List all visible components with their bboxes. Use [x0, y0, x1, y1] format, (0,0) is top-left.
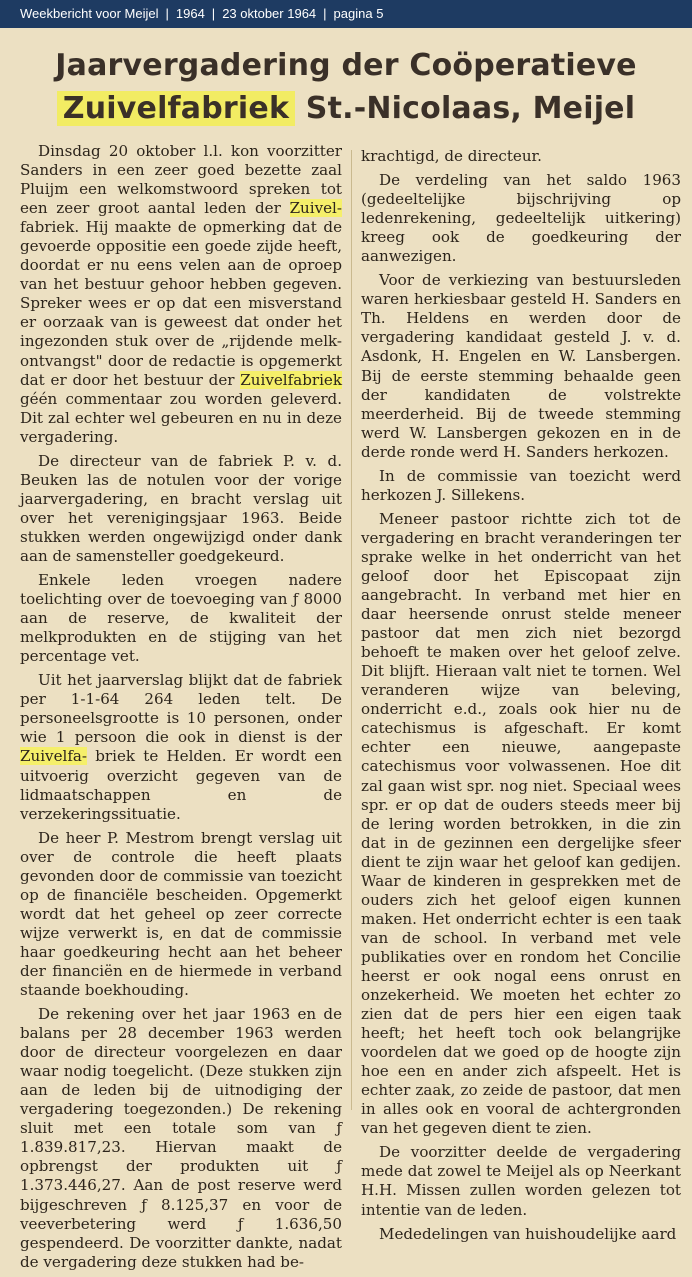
header-separator: | [165, 6, 169, 21]
article-paragraph [20, 829, 342, 1000]
paragraph-text: Enkele leden vroegen nadere toelichting over de toevoeging van ƒ 8000 aan de reserve, de kwaliteit der melkprodukten en de stijging van het percentage vet. [20, 571, 342, 666]
search-term-highlight: Zuivelfa- [20, 747, 88, 766]
article-paragraph [20, 142, 342, 447]
article-paragraph [361, 147, 681, 166]
article-paragraph [20, 671, 342, 823]
article-paragraph [20, 1005, 342, 1272]
publication-year[interactable]: 1964 [175, 6, 205, 21]
paragraph-text: De verdeling van het saldo 1963 (gedeeltelijke bijschrijving op ledenrekening, gedeeltelijk uitkering) kreeg ook de goedkeuring der aanwezigen. [361, 171, 681, 266]
paragraph-text: In de commissie van toezicht werd herkozen J. Sillekens. [361, 466, 681, 504]
article-title-rest: St.-Nicolaas, Meijel [305, 91, 636, 126]
page-number[interactable]: pagina 5 [333, 6, 384, 21]
paragraph-text: Uit het jaarverslag blijkt dat de fabriek per 1-1-64 264 leden telt. De personeelsgrootte is 10 personen, onder wie 1 persoon die ook in dienst is der [20, 671, 342, 747]
paragraph-text: De heer P. Mestrom brengt verslag uit over de controle die heeft plaats gevonden door de commissie van toezicht op de financiële bescheiden. Opgemerkt wordt dat het geheel op zeer correcte wijze verwerkt is, en dat de commissie haar goedkeuring hecht aan het beheer der financiën en de hiermede in verband staande boekhouding. [20, 828, 342, 1000]
paragraph-text: Meneer pastoor richtte zich tot de vergadering en bracht veranderingen ter sprake welke in het onderricht van het geloof door het Episcopaat zijn aangebracht. In verband met hier en daar heersende onrust stelde meneer pastoor dat men zich niet bezorgd behoeft te maken over het geloof zelve. Dit blijft. Hieraan valt niet te tornen. Wel veranderen wijze van beleving, onderricht e.d., zoals ook hier nu de catechismus is afgeschaft. Er komt echter een nieuwe, aangepaste catechismus voor volwassenen. Hoe dit zal gaan wist spr. nog niet. Speciaal wees spr. er op dat de ouders steeds meer bij de lering worden betrokken, in die zin dat in de gezinnen een dergelijke sfeer dient te zijn waar het geloof kan gedijen. Waar de kinderen in gesprekken met de ouders zich het geloof eigen kunnen maken. Het onderricht echter is een taak van de school. In verband met vele publikaties over en rondom het Concilie heerst er ook nogal eens onrust en onzekerheid. We moeten het echter zo zien dat de pers hier een eigen taak heeft; het heeft toch ook belangrijke voordelen dat we goed op de hoogte zijn hoe een en ander zich afspeelt. Het is echter zaak, zo zeide de pastoor, dat men in alles ook en vooral de achtergronden van het gegeven dient te zien. [361, 509, 681, 1138]
paragraph-text: De directeur van de fabriek P. v. d. Beuken las de notulen voor der vorige jaarvergadering, en bracht verslag uit over het verenigingsjaar 1963. Beide stukken werden ongewijzigd onder dank aan de samensteller goedgekeurd. [20, 451, 342, 565]
article-paragraph [361, 271, 681, 461]
search-term-highlight: Zuivelfabriek [240, 370, 342, 389]
article-title-line-1: Jaarvergadering der Coöperatieve [55, 48, 637, 83]
paragraph-text: briek te Helden. Er wordt een uitvoerig overzicht gegeven van de lidmaatschappen en de verzekeringssituatie. [20, 747, 342, 823]
column-divider [351, 150, 352, 1110]
article-title-line-2 [0, 87, 692, 130]
publication-date[interactable]: 23 oktober 1964 [222, 6, 317, 21]
publication-name[interactable]: Weekbericht voor Meijel [20, 6, 159, 21]
title-search-highlight: Zuivelfabriek [57, 91, 295, 126]
publication-header-bar [0, 0, 692, 28]
paragraph-text: Voor de verkiezing van bestuursleden waren herkiesbaar gesteld H. Sanders en Th. Heldens en werden door de vergadering kandidaat gesteld J. v. d. Asdonk, H. Engelen en W. Lansbergen. Bij de eerste stemming behaalde geen der kandidaten de volstrekte meerderheid. Bij de tweede stemming werd W. Lansbergen gekozen en in de derde ronde werd H. Sanders herkozen. [361, 271, 681, 461]
article-column-left [20, 142, 342, 1277]
article-title [0, 44, 692, 130]
article-paragraph [20, 571, 342, 666]
article-paragraph [361, 1225, 681, 1244]
article-column-right [361, 147, 681, 1249]
article-paragraph [361, 467, 681, 505]
paragraph-text: géén commentaar zou worden geleverd. Dit zal echter wel gebeuren en nu in deze vergadering. [20, 389, 342, 446]
paragraph-text: De voorzitter deelde de vergadering mede dat zowel te Meijel als op Neerkant H.H. Missen zullen worden gelezen tot intentie van de leden. [361, 1143, 681, 1219]
paragraph-text: De rekening over het jaar 1963 en de balans per 28 december 1963 werden door de directeur voorgelezen en daar waar nodig toegelicht. (Deze stukken zijn aan de leden bij de uitnodiging der vergadering toegezonden.) De rekening sluit met een totale som van ƒ 1.839.817,23. Hiervan maakt de opbrengst der produkten uit ƒ 1.373.446,27. Aan de post reserve werd bijgeschreven ƒ 8.125,37 en voor de veeverbetering werd ƒ 1.636,50 gespendeerd. De voorzitter dankte, nadat de vergadering deze stukken had be- [20, 1005, 342, 1271]
paragraph-text: krachtigd, de directeur. [361, 147, 542, 165]
article-paragraph [361, 1143, 681, 1219]
paragraph-text: Mededelingen van huishoudelijke aard [379, 1224, 677, 1243]
header-separator: | [211, 6, 216, 21]
paragraph-text: Dinsdag 20 oktober l.l. kon voorzitter Sanders in een zeer goed bezette zaal Pluijm een welkomstwoord spreken tot een zeer groot aantal leden der [20, 142, 342, 218]
article-paragraph [361, 510, 681, 1139]
article-paragraph [20, 452, 342, 566]
article-paragraph [361, 171, 681, 266]
header-separator: | [323, 6, 327, 21]
search-term-highlight: Zuivel- [289, 199, 342, 218]
paragraph-text: fabriek. Hij maakte de opmerking dat de gevoerde oppositie een goede zijde heeft, doordat er nu eens velen aan de oproep van het bestuur gehoor hebben gegeven. Spreker wees er op dat een misverstand er oorzaak van is geweest dat onder het ingezonden stuk over de „rijdende melk-ontvangst" door de redactie is opgemerkt dat er door het bestuur der [20, 218, 342, 389]
